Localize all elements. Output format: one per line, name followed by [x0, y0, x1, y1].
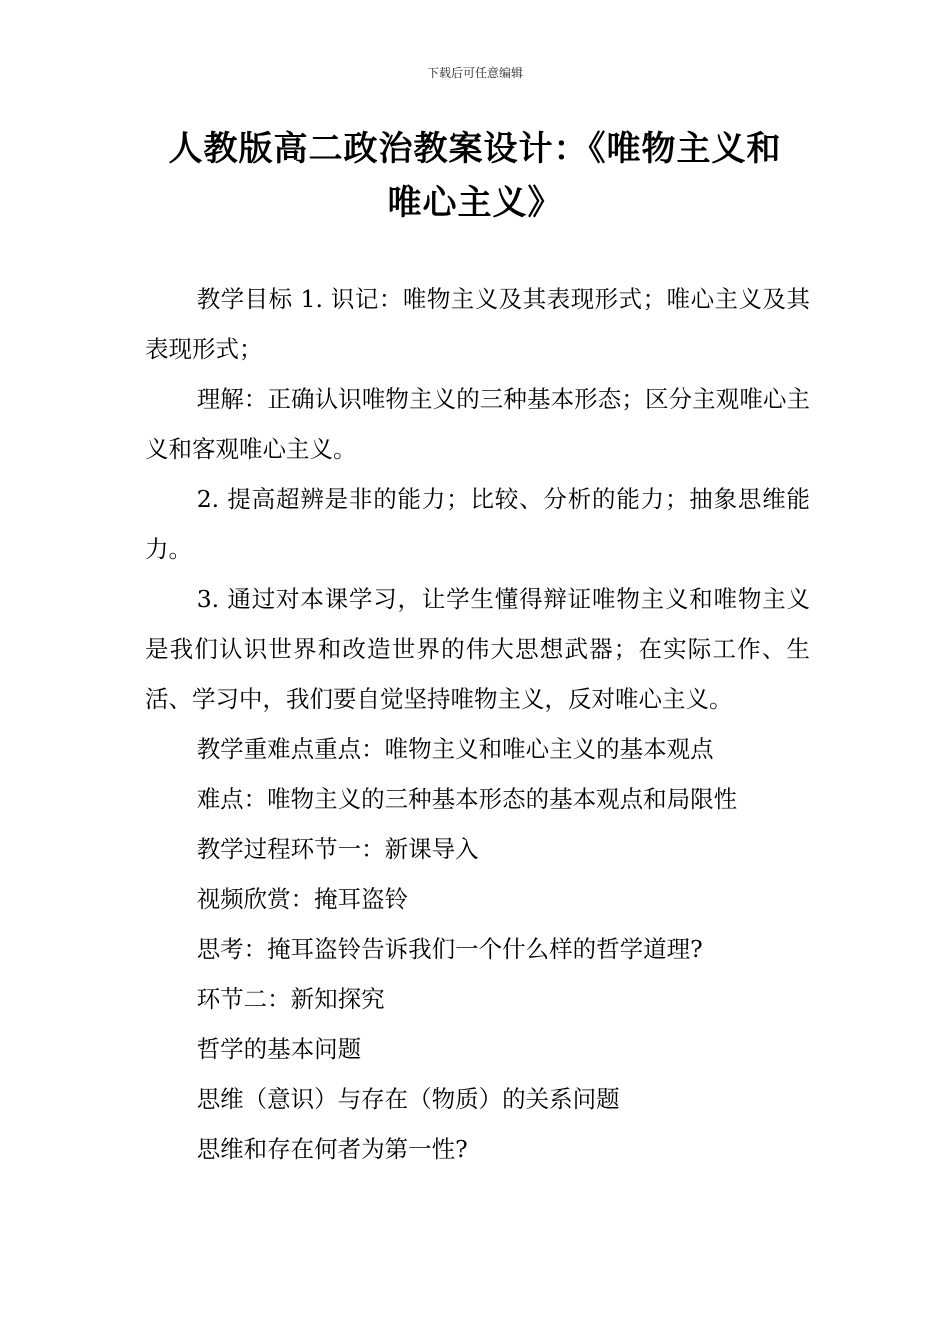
title-line-1: 人教版高二政治教案设计：《唯物主义和	[168, 129, 782, 169]
paragraph-key-points: 教学重难点重点：唯物主义和唯心主义的基本观点	[196, 735, 714, 763]
paragraph-question: 思考：掩耳盗铃告诉我们一个什么样的哲学道理?	[196, 935, 703, 963]
paragraph-difficulties: 难点：唯物主义的三种基本形态的基本观点和局限性	[196, 785, 738, 813]
paragraph-process-step-2: 环节二：新知探究	[196, 985, 385, 1013]
paragraph-ability-goal: 2. 提高超辨是非的能力；比较、分析的能力；抽象思维能力。	[145, 485, 810, 563]
document-body	[145, 274, 810, 1174]
paragraph-relation: 思维（意识）与存在（物质）的关系问题	[196, 1085, 620, 1113]
paragraph-understanding: 理解：正确认识唯物主义的三种基本形态；区分主观唯心主义和客观唯心主义。	[145, 385, 810, 463]
paragraph-primacy: 思维和存在何者为第一性?	[196, 1135, 468, 1163]
paragraph-video: 视频欣赏：掩耳盗铃	[196, 885, 409, 913]
paragraph-process-step-1: 教学过程环节一：新课导入	[196, 835, 479, 863]
paragraph-attitude-goal: 3. 通过对本课学习，让学生懂得辩证唯物主义和唯物主义是我们认识世界和改造世界的伟大思想武器；在实际工作、生活、学习中，我们要自觉坚持唯物主义，反对唯心主义。	[145, 585, 810, 713]
document-title	[120, 122, 830, 230]
header-note: 下载后可任意编辑	[426, 66, 523, 80]
paragraph-basic-question: 哲学的基本问题	[196, 1035, 362, 1063]
paragraph-teaching-goals: 教学目标 1. 识记：唯物主义及其表现形式；唯心主义及其表现形式；	[145, 285, 810, 363]
title-line-2: 唯心主义》	[387, 183, 563, 223]
